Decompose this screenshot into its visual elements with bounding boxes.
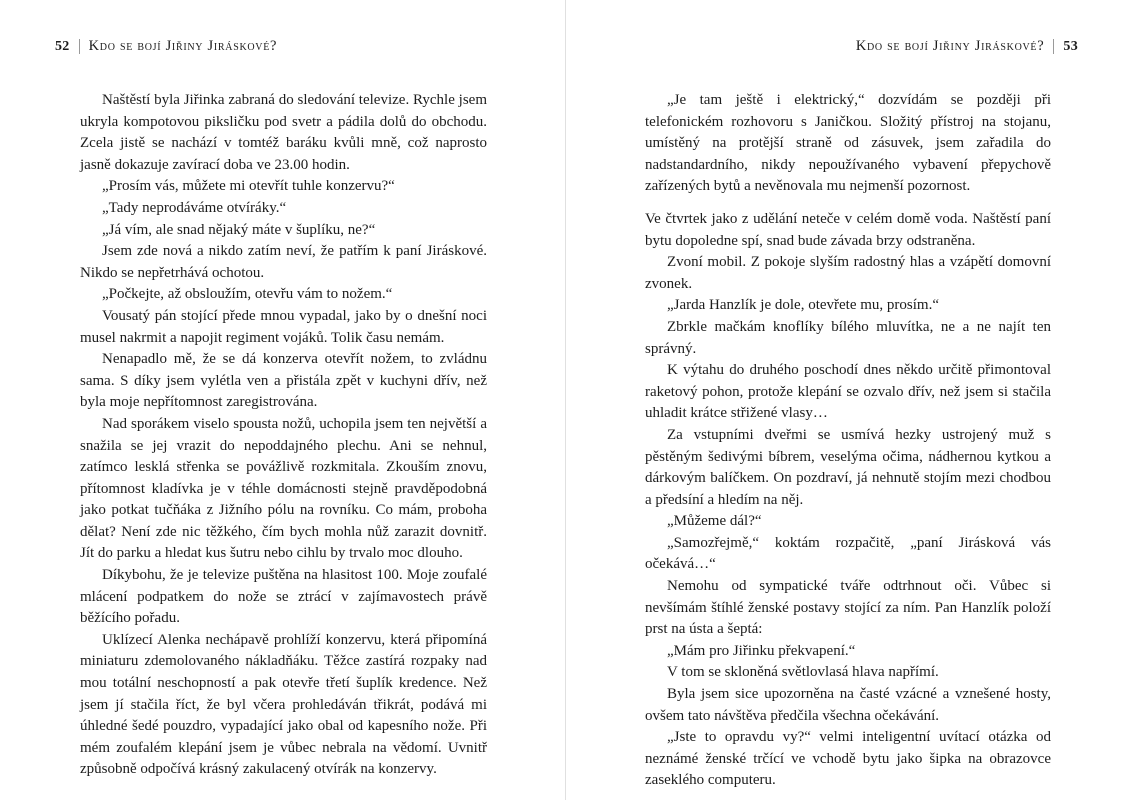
paragraph: K výtahu do druhého poschodí dnes někdo určitě přimontoval raketový pohon, protože klepání se ozvalo dřív, než jsem si stačila uhladit krátce střižené vlasy…	[645, 362, 1051, 422]
paragraph: „Mám pro Jiřinku překvapení.“	[667, 642, 856, 659]
paragraph: Nad sporákem viselo spousta nožů, uchopila jsem ten největší a snažila se jej vrazit do nepoddajného plechu. Ani se nehnul, zatímco lesklá střenka se povážlivě rozkmitala. Zkouším znovu, přítomnost kladívka je v téhle domácnosti stejně pravděpodobná jako potkat tučňáka z Jižního pólu na rovníku. Co mám, proboha dělat? Není zde nic těžkého, čím bych mohla nůž zarazit dovnitř. Jít do parku a hledat kus šutru nebo cihlu by trvalo moc dlouho.	[80, 415, 487, 562]
paragraph: V tom se skloněná světlovlasá hlava napřímí.	[667, 664, 939, 681]
paragraph: „Samozřejmě,“ koktám rozpačitě, „paní Jirásková vás očekává…“	[645, 534, 1051, 573]
running-title-right: Kdo se bojí Jiřiny Jiráskové?	[855, 38, 1045, 54]
paragraph: „Prosím vás, můžete mi otevřít tuhle konzervu?“	[102, 178, 395, 195]
paragraph: Vousatý pán stojící přede mnou vypadal, jako by o dnešní noci musel nakrmit a napojit regiment vojáků. Tolik času nemám.	[80, 307, 487, 346]
paragraph: „Můžeme dál?“	[667, 513, 762, 530]
header-divider-left	[79, 39, 80, 54]
running-head-left	[55, 38, 487, 55]
paragraph: Za vstupními dveřmi se usmívá hezky ustrojený muž s pěstěným šedivými bíbrem, veselýma očima, nádhernou kytkou a dárkovým balíčkem. On pozdraví, já nehnutě stojím mezi chodbou a předsíní a hledím na něj.	[645, 426, 1051, 508]
page-number-left: 52	[55, 38, 70, 54]
page-number-right: 53	[1063, 38, 1078, 54]
header-divider-right	[1053, 39, 1054, 54]
page-left	[0, 0, 565, 800]
paragraph: Nenapadlo mě, že se dá konzerva otevřít nožem, to zvládnu sama. S díky jsem vylétla ven a přistála zpět v kuchyni dřív, než byla moje nepřítomnost zaregistrována.	[80, 351, 487, 411]
page-right	[566, 0, 1131, 800]
paragraph: Naštěstí byla Jiřinka zabraná do sledování televize. Rychle jsem ukryla kompotovou piksličku pod svetr a pádila dolů do obchodu. Zcela jistě se nachází v tomtéž baráku kvůli mně, což naprosto jasně dokazuje zavírací doba ve 23.00 hodin.	[80, 92, 487, 173]
paragraph: „Tady neprodáváme otvíráky.“	[102, 199, 287, 216]
paragraph: Jsem zde nová a nikdo zatím neví, že patřím k paní Jiráskové. Nikdo se nepřetrhává ochotou.	[80, 243, 487, 281]
paragraph: „Já vím, ale snad nějaký máte v šuplíku, ne?“	[102, 221, 376, 238]
paragraph: „Je tam ještě i elektrický,“ dozvídám se později při telefonickém rozhovoru s Janičkou. Složitý přístroj na stojanu, umístěný na protější straně od zásuvek, jsem zařadila do nadstandardního, nikdy nepoužívaného vybavení přepychově zařízených bytů a nevěnovala mu nejmenší pozornost.	[645, 92, 1051, 195]
paragraph: Zbrkle mačkám knoflíky bílého mluvítka, ne a ne najít ten správný.	[645, 318, 1051, 357]
paragraph: „Jarda Hanzlík je dole, otevřete mu, prosím.“	[667, 297, 939, 314]
page-body-right	[645, 90, 1051, 792]
page-body-left	[80, 90, 487, 781]
paragraph: Díkybohu, že je televize puštěna na hlasitost 100. Moje zoufalé mlácení podpatkem do nože se ztrácí v zajímavostech právě běžícího pořadu.	[80, 567, 487, 627]
paragraph: Uklízecí Alenka nechápavě prohlíží konzervu, která připomíná miniaturu zdemolovaného nákladňáku. Těžce zastírá rozpaky nad mou totální neschopností a pak otevře třetí šuplík kredence. Než jsem jí stačila říct, že byl včera prohledáván třikrát, podává mi úhledné šedé pouzdro, vypadající jako obal od kapesního nože. Při mém zoufalém klepání jsem je vůbec nebrala na vědomí. Uvnitř způsobně odpočívá krásný zakulacený otvírák na konzervy.	[80, 631, 487, 778]
running-head-right	[645, 38, 1078, 55]
paragraph: „Počkejte, až obsloužím, otevřu vám to nožem.“	[102, 286, 393, 303]
running-title-left: Kdo se bojí Jiřiny Jiráskové?	[88, 38, 278, 54]
paragraph: Byla jsem sice upozorněna na časté vzácné a vznešené hosty, ovšem tato návštěva předčila všechna očekávání.	[645, 686, 1051, 724]
paragraph: Zvoní mobil. Z pokoje slyším radostný hlas a vzápětí domovní zvonek.	[645, 254, 1051, 292]
paragraph: Nemohu od sympatické tváře odtrhnout oči. Vůbec si nevšímám štíhlé ženské postavy stojící za ním. Pan Hanzlík položí prst na ústa a šeptá:	[645, 578, 1051, 638]
paragraph: „Jste to opravdu vy?“ velmi inteligentní uvítací otázka od neznámé ženské trčící ve vchodě bytu jako šipka na obrazovce zaseklého computeru.	[645, 729, 1051, 789]
paragraph: Ve čtvrtek jako z udělání neteče v celém domě voda. Naštěstí paní bytu dopoledne spí, snad bude závada brzy odstraněna.	[645, 210, 1051, 249]
